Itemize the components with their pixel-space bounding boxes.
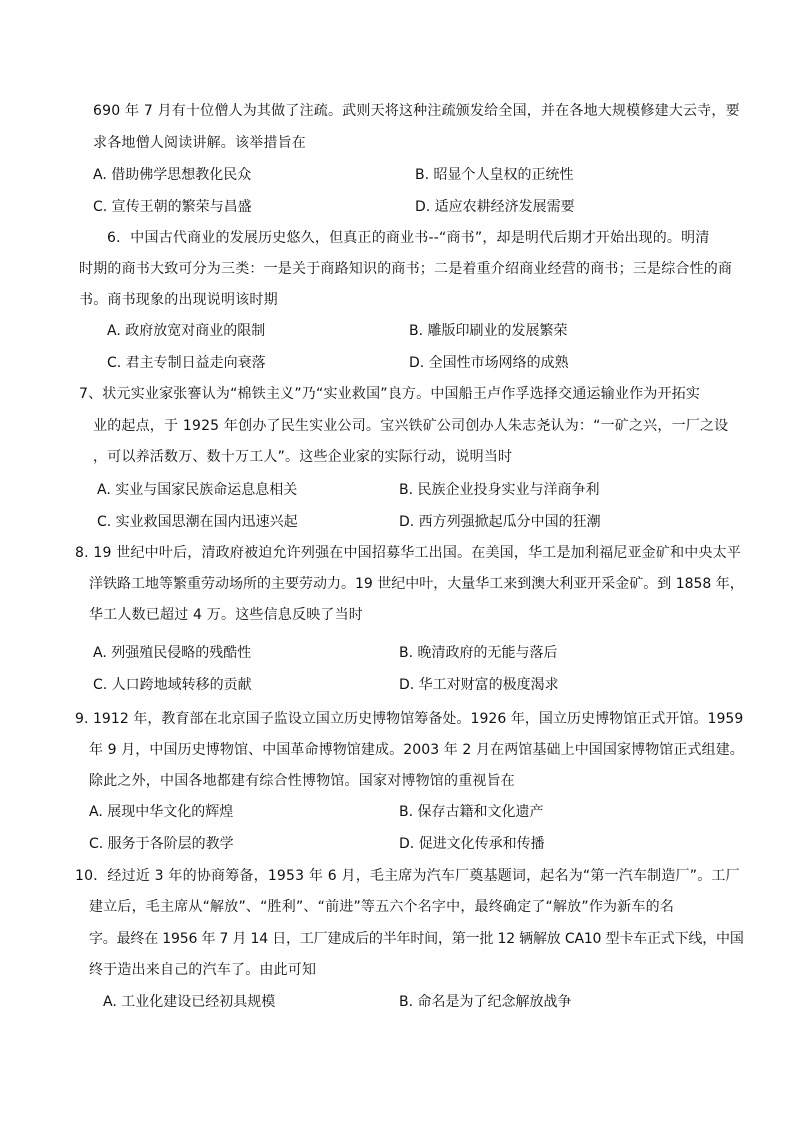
question-text-line: 书。商书现象的出现说明该时期 (79, 292, 278, 308)
question-text-line: 9. 1912 年，教育部在北京国子监设立国立历史博物馆筹备处。1926 年，国立历史博物馆正式开馆。1959 (75, 711, 744, 727)
question-text-line: 7、状元实业家张謇认为“棉铁主义”乃“实业救国”良方。中国船王卢作孚选择交通运输业作为开拓实 (79, 386, 701, 402)
option-a[interactable]: A. 实业与国家民族命运息息相关 (97, 482, 298, 498)
question-text-line: ，可以养活数万、数十万工人”。这些企业家的实际行动，说明当时 (93, 449, 513, 465)
question-text-line: 字。最终在 1956 年 7 月 14 日，工厂建成后的半年时间，第一批 12 辆解放 CA10 型卡车正式下线，中国 (89, 931, 744, 947)
option-c[interactable]: C. 服务于各阶层的教学 (89, 836, 234, 852)
option-a[interactable]: A. 展现中华文化的辉煌 (89, 804, 234, 820)
option-b[interactable]: B. 晚清政府的无能与落后 (399, 645, 558, 661)
option-a[interactable]: A. 借助佛学思想教化民众 (93, 167, 252, 183)
question-text-line: 690 年 7 月有十位僧人为其做了注疏。武则天将这种注疏颁发给全国，并在各地大规模修建大云寺，要 (93, 103, 740, 119)
option-c[interactable]: C. 人口跨地域转移的贡献 (93, 677, 252, 693)
option-b[interactable]: B. 昭显个人皇权的正统性 (415, 167, 574, 183)
question-text-line: 业的起点，于 1925 年创办了民生实业公司。宝兴铁矿公司创办人朱志尧认为：“一矿之兴，一厂之设 (93, 418, 729, 434)
question-text-line: 建立后，毛主席从“解放”、“胜利”、“前进”等五六个名字中，最终确定了“解放”作为新车的名 (89, 899, 675, 915)
question-text-line: 终于造出来自己的汽车了。由此可知 (89, 962, 317, 978)
question-text-line: 时期的商书大致可分为三类：一是关于商路知识的商书；二是着重介绍商业经营的商书；三是综合性的商 (79, 261, 733, 277)
option-c[interactable]: C. 宣传王朝的繁荣与昌盛 (93, 199, 252, 215)
question-text-line: 6．中国古代商业的发展历史悠久，但真正的商业书--“商书”，却是明代后期才开始出现的。明清 (107, 230, 710, 246)
question-text-line: 除此之外，中国各地都建有综合性博物馆。国家对博物馆的重视旨在 (89, 773, 515, 789)
question-text-line: 8. 19 世纪中叶后，清政府被迫允许列强在中国招募华工出国。在美国，华工是加利福尼亚金矿和中央太平 (75, 545, 742, 561)
option-a[interactable]: A. 列强殖民侵略的残酷性 (93, 645, 252, 661)
option-b[interactable]: B. 雕版印刷业的发展繁荣 (409, 323, 568, 339)
option-d[interactable]: D. 华工对财富的极度渴求 (399, 677, 559, 693)
option-d[interactable]: D. 全国性市场网络的成熟 (409, 355, 569, 371)
option-a[interactable]: A. 工业化建设已经初具规模 (103, 994, 276, 1010)
option-d[interactable]: D. 西方列强掀起瓜分中国的狂潮 (399, 514, 601, 530)
option-b[interactable]: B. 民族企业投身实业与洋商争利 (399, 482, 600, 498)
question-text-line: 年 9 月，中国历史博物馆、中国革命博物馆建成。2003 年 2 月在两馆基础上中国国家博物馆正式组建。 (89, 742, 744, 758)
option-b[interactable]: B. 命名是为了纪念解放战争 (399, 994, 572, 1010)
question-text-line: 求各地僧人阅读讲解。该举措旨在 (93, 135, 306, 151)
option-a[interactable]: A. 政府放宽对商业的限制 (107, 323, 266, 339)
question-text-line: 华工人数已超过 4 万。这些信息反映了当时 (89, 607, 364, 623)
option-d[interactable]: D. 适应农耕经济发展需要 (415, 199, 575, 215)
option-d[interactable]: D. 促进文化传承和传播 (399, 836, 545, 852)
option-c[interactable]: C. 君主专制日益走向衰落 (107, 355, 266, 371)
option-c[interactable]: C. 实业救国思潮在国内迅速兴起 (97, 514, 298, 530)
question-text-line: 10．经过近 3 年的协商筹备，1953 年 6 月，毛主席为汽车厂奠基题词，起名为“第一汽车制造厂”。工厂 (75, 868, 740, 884)
option-b[interactable]: B. 保存古籍和文化遗产 (399, 804, 544, 820)
question-text-line: 洋铁路工地等繁重劳动场所的主要劳动力。19 世纪中叶，大量华工来到澳大利亚开采金矿。到 1858 年， (89, 576, 744, 592)
